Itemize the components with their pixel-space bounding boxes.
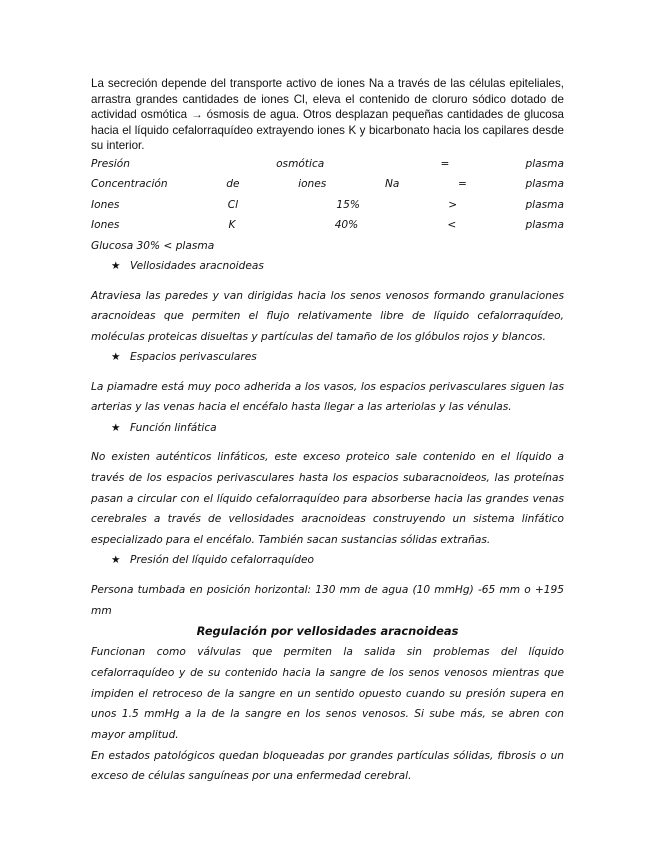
cell: > [448, 198, 458, 211]
regulation-paragraph-2: En estados patológicos quedan bloqueadas por grandes partículas sólidas, fibrosis o un exceso de células sanguíneas por una enfermedad cerebral. [91, 749, 564, 783]
section-title-presion [111, 550, 564, 571]
cell: Cl [227, 198, 239, 211]
glucose-line: Glucosa 30% < plasma [91, 239, 215, 252]
section-title-vellosidades [111, 256, 564, 277]
cell: < [447, 219, 457, 231]
star-icon: ★ [111, 260, 121, 272]
cell: 15% [336, 198, 360, 211]
cell: = [440, 157, 450, 170]
star-icon: ★ [111, 554, 121, 567]
cell: plasma [525, 198, 564, 211]
cell: Concentración [91, 178, 168, 190]
cell: de [226, 178, 240, 190]
cell: plasma [525, 219, 564, 231]
star-icon: ★ [111, 421, 121, 434]
document-page [91, 76, 564, 787]
cell: 40% [334, 219, 359, 231]
cell: Iones [91, 198, 120, 211]
section-text-vellosidades: Atraviesa las paredes y van dirigidas hacia los senos venosos formando granulaciones aracnoideas que permiten el flujo relativamente libre de líquido cefalorraquídeo, moléculas proteicas disueltas y partículas del tamaño de los glóbulos rojos y blancos. [91, 289, 564, 343]
regulation-heading: Regulación por vellosidades aracnoideas [196, 624, 459, 639]
section-title-text: Función linfática [130, 421, 217, 434]
cell: osmótica [276, 157, 325, 170]
cell: Iones [91, 219, 120, 231]
comparison-row-k [91, 215, 564, 236]
comparison-row-concentration [91, 174, 564, 195]
cell: plasma [525, 178, 564, 190]
regulation-paragraph-1: Funcionan como válvulas que permiten la salida sin problemas del líquido cefalorraquídeo y de su contenido hacia la sangre de los senos venosos mientras que impiden el retroceso de la sangre en un sentido opuesto cuando su presión supera en unos 1.5 mmHg a la de la sangre en los senos venosos. Si sube más, se abren con mayor amplitud. [91, 646, 564, 741]
comparison-table [91, 154, 564, 622]
star-icon: ★ [111, 351, 121, 364]
section-title-perivasculares [111, 347, 564, 368]
section-title-text: Vellosidades aracnoideas [130, 260, 264, 272]
cell: K [228, 219, 236, 231]
cell: Na [384, 178, 400, 190]
section-title-text: Espacios perivasculares [130, 351, 257, 364]
comparison-row-cl [91, 195, 564, 216]
section-title-text: Presión del líquido cefalorraquídeo [130, 554, 314, 567]
section-text-linfatica: No existen auténticos linfáticos, este exceso proteico sale contenido en el líquido a través de los espacios perivasculares hasta los espacios subaracnoideos, las proteínas pasan a circular con el líquido cefalorraquídeo para absorberse hacia las grandes venas cerebrales a través de vellosidades aracnoideas construyendo un sistema linfático especializado para el encéfalo. También sacan sustancias sólidas extrañas. [91, 451, 564, 546]
intro-paragraph: La secreción depende del transporte activo de iones Na a través de las células epiteliales, arrastra grandes cantidades de iones Cl, eleva el contenido de cloruro sódico dotado de actividad osmótica → ósmosis de agua. Otros desplazan pequeñas cantidades de glucosa hacia el líquido cefalorraquídeo extrayendo iones K y bicarbonato hacia los capilares desde su interior. [91, 77, 564, 152]
cell: iones [298, 178, 327, 190]
comparison-row-pressure [91, 154, 564, 175]
cell: = [457, 178, 467, 190]
cell: plasma [525, 157, 564, 170]
section-text-presion: Persona tumbada en posición horizontal: 130 mm de agua (10 mmHg) -65 mm o +195 mm [91, 583, 564, 617]
section-text-perivasculares: La piamadre está muy poco adherida a los vasos, los espacios perivasculares siguen las arterias y las venas hacia el encéfalo hasta llegar a las arteriolas y las vénulas. [91, 380, 564, 414]
cell: Presión [91, 157, 130, 170]
section-title-linfatica [111, 418, 564, 439]
